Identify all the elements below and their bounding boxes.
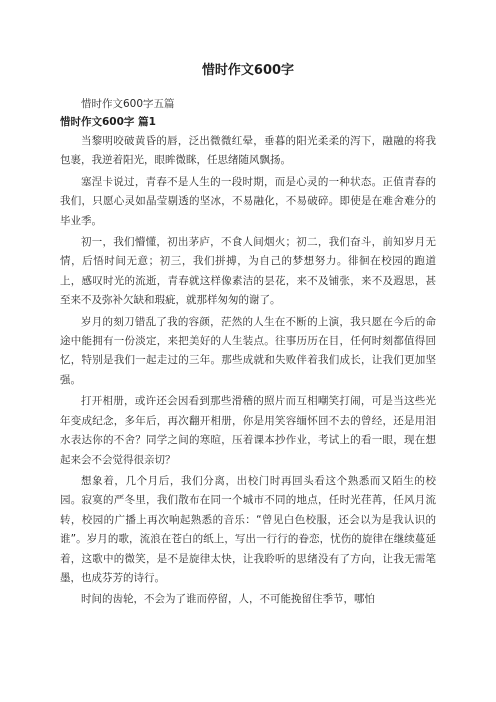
paragraph-6: 想象着，几个月后，我们分离，出校门时再回头看这个熟悉而又陌生的校园。寂寞的严冬里，我们散布在同一个城市不同的地点，任时光荏苒，任风月流转，校园的广播上再次响起熟悉的音乐：“曾见白色校服，还会以为是我认识的谁”。岁月的歌，流浪在苍白的纸上，写出一行行的眷恋，忧伤的旋律在继续蔓延着，这歌中的微笑，是不是旋律太快，让我聆听的思绪没有了方向，让我无需笔墨，也成芬芳的诗行。 [60,474,436,584]
paragraph-5: 打开相册，或许还会因看到那些滑稽的照片而互相嘲笑打闹，可是当这些光年变成纪念，多年后，再次翻开相册，你是用笑容缅怀回不去的曾经，还是用泪水表达你的不舍？同学之间的寒暄，压着课本抄作业，考试上的看一眼，现在想起来会不会觉得很亲切？ [60,395,436,466]
paragraph-7: 时间的齿轮，不会为了谁而停留，人，不可能挽留住季节，哪怕 [81,593,375,606]
page-title: 惜时作文600字 [201,63,295,78]
paragraph-3: 初一，我们懵懂，初出茅庐，不食人间烟火；初二，我们奋斗，前知岁月无情，后悟时间无意；初三，我们拼搏，为自己的梦想努力。徘徊在校园的跑道上，感叹时光的流逝，青春就这样像素洁的昙花，来不及铺张，来不及遐思，甚至来不及弥补欠缺和瑕疵，就那样匆匆的谢了。 [60,236,436,307]
paragraph-2: 塞涅卡说过，青春不是人生的一段时期，而是心灵的一种状态。正值青春的我们，只愿心灵如晶莹剔透的坚冰，不易融化，不易破碎。即使是在难舍难分的毕业季。 [60,175,436,227]
paragraph-1: 当黎明咬破黄昏的唇，泛出微微红晕，垂暮的阳光柔柔的泻下，融融的将我包裹，我逆着阳光，眼眸微眯，任思绪随风飘扬。 [60,135,436,167]
document-subtitle: 惜时作文600字五篇 [81,98,175,110]
paragraph-4: 岁月的刻刀错乱了我的容颜，茫然的人生在不断的上演，我只愿在今后的命途中能拥有一份淡定，来把美好的人生装点。往事历历在目，任何时刻都值得回忆，特别是我们一起走过的三年。那些成就和失败伴着我们成长，让我们更加坚强。 [60,315,436,386]
section-heading: 惜时作文600字 篇1 [60,116,156,128]
